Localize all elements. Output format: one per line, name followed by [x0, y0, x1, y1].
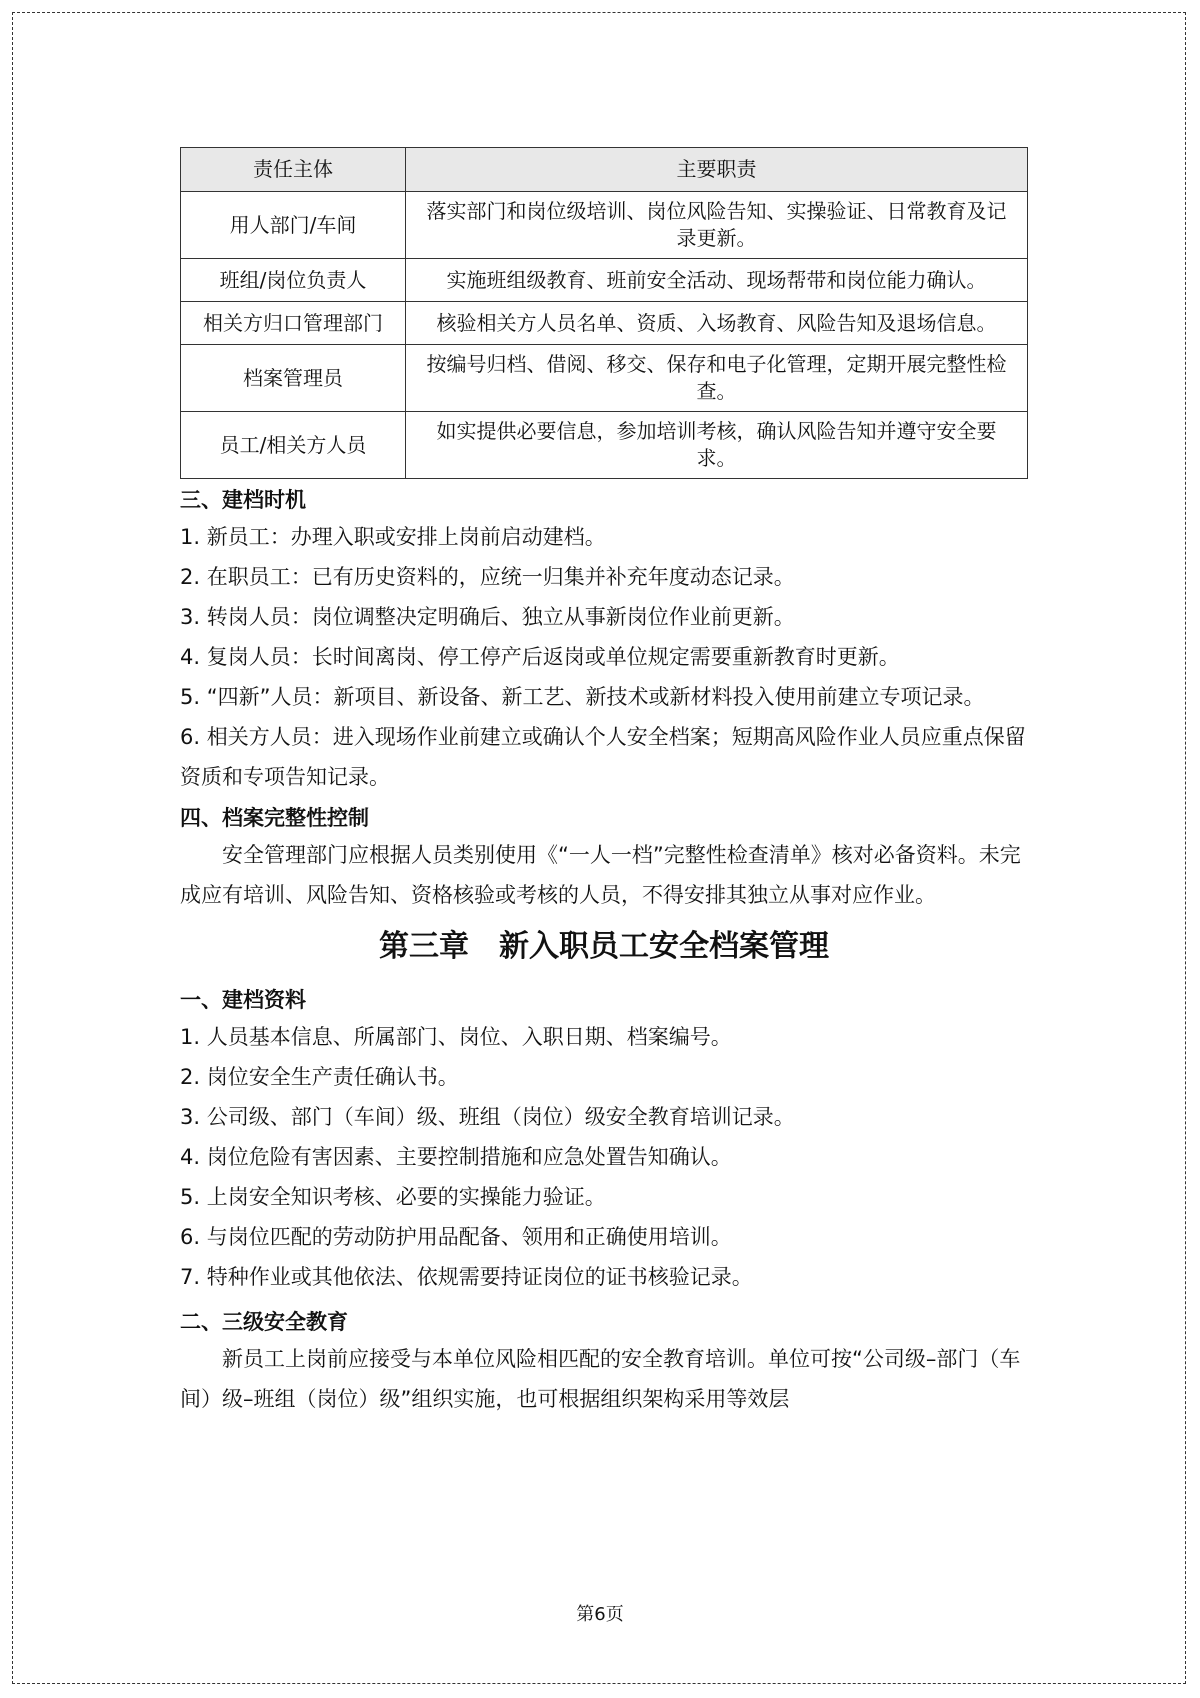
list-item: 1. 新员工：办理入职或安排上岗前启动建档。 [180, 525, 606, 549]
page-number: 第6页 [576, 1604, 624, 1625]
table-cell-subject: 用人部门/车间 [181, 192, 406, 259]
table-cell-duty: 落实部门和岗位级培训、岗位风险告知、实操验证、日常教育及记录更新。 [406, 192, 1028, 259]
table-cell-subject: 员工/相关方人员 [181, 412, 406, 479]
table-cell-duty: 实施班组级教育、班前安全活动、现场帮带和岗位能力确认。 [406, 259, 1028, 302]
list-item: 7. 特种作业或其他依法、依规需要持证岗位的证书核验记录。 [180, 1265, 753, 1289]
list-item: 4. 岗位危险有害因素、主要控制措施和应急处置告知确认。 [180, 1145, 732, 1169]
integrity-paragraph: 安全管理部门应根据人员类别使用《“一人一档”完整性检查清单》核对必备资料。未完成应有培训、风险告知、资格核验或考核的人员，不得安排其独立从事对应作业。 [180, 843, 1021, 907]
list-item: 6. 与岗位匹配的劳动防护用品配备、领用和正确使用培训。 [180, 1225, 732, 1249]
list-item: 3. 公司级、部门（车间）级、班组（岗位）级安全教育培训记录。 [180, 1105, 795, 1129]
section-heading-education: 二、三级安全教育 [180, 1310, 348, 1334]
list-item: 2. 岗位安全生产责任确认书。 [180, 1065, 459, 1089]
table-row [181, 412, 1028, 479]
table-cell-duty: 按编号归档、借阅、移交、保存和电子化管理，定期开展完整性检查。 [406, 345, 1028, 412]
table-cell-subject: 相关方归口管理部门 [181, 302, 406, 345]
table-cell-subject: 档案管理员 [181, 345, 406, 412]
table-row [181, 192, 1028, 259]
document-body [180, 147, 1028, 1419]
list-item: 4. 复岗人员：长时间离岗、停工停产后返岗或单位规定需要重新教育时更新。 [180, 645, 900, 669]
table-header-subject: 责任主体 [181, 148, 406, 192]
section-heading-timing: 三、建档时机 [180, 488, 306, 512]
list-item: 5. 上岗安全知识考核、必要的实操能力验证。 [180, 1185, 606, 1209]
table-cell-duty: 如实提供必要信息，参加培训考核，确认风险告知并遵守安全要求。 [406, 412, 1028, 479]
responsibility-table [180, 147, 1028, 479]
table-cell-subject: 班组/岗位负责人 [181, 259, 406, 302]
list-item: 2. 在职员工：已有历史资料的，应统一归集并补充年度动态记录。 [180, 565, 795, 589]
section-heading-integrity: 四、档案完整性控制 [180, 806, 369, 830]
section-heading-materials: 一、建档资料 [180, 988, 306, 1012]
list-item: 3. 转岗人员：岗位调整决定明确后、独立从事新岗位作业前更新。 [180, 605, 795, 629]
table-row [181, 345, 1028, 412]
table-header-row [181, 148, 1028, 192]
list-item: 6. 相关方人员：进入现场作业前建立或确认个人安全档案；短期高风险作业人员应重点保留资质和专项告知记录。 [180, 725, 1026, 789]
table-cell-duty: 核验相关方人员名单、资质、入场教育、风险告知及退场信息。 [406, 302, 1028, 345]
list-item: 5. “四新”人员：新项目、新设备、新工艺、新技术或新材料投入使用前建立专项记录。 [180, 685, 985, 709]
education-paragraph: 新员工上岗前应接受与本单位风险相匹配的安全教育培训。单位可按“公司级–部门（车间）级–班组（岗位）级”组织实施，也可根据组织架构采用等效层 [180, 1347, 1021, 1411]
table-header-duty: 主要职责 [406, 148, 1028, 192]
list-item: 1. 人员基本信息、所属部门、岗位、入职日期、档案编号。 [180, 1025, 732, 1049]
table-row [181, 302, 1028, 345]
chapter-title: 第三章 新入职员工安全档案管理 [379, 929, 829, 964]
table-row [181, 259, 1028, 302]
